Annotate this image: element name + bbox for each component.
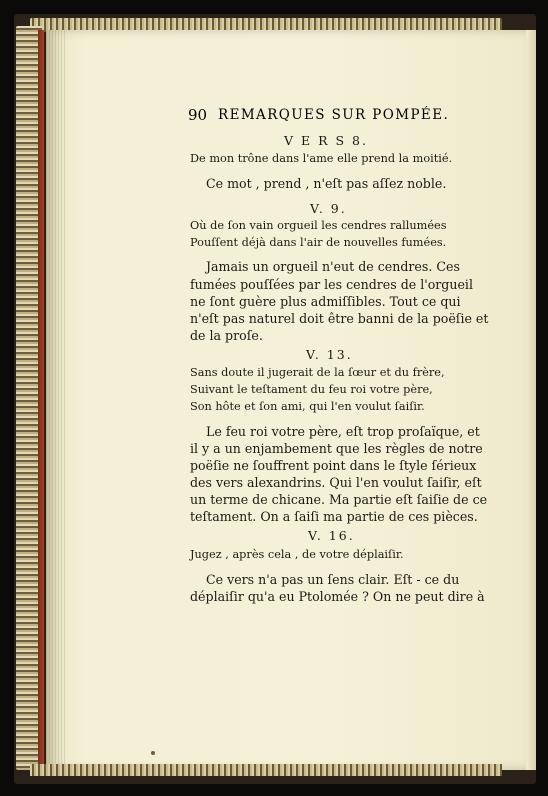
commentary-line: fumées pouſſées par les cendres de l'orgueil xyxy=(190,277,473,292)
commentary-line: un terme de chicane. Ma partie eſt ſaiſie de ce xyxy=(190,492,488,507)
verse-line: Pouſſent déjà dans l'air de nouvelles fumées. xyxy=(190,236,447,249)
verse-number: V E R S 8. xyxy=(284,133,368,148)
verse-line: Jugez , après cela , de votre déplaiſir. xyxy=(190,548,404,561)
commentary-line: poëſie ne ſouffrent point dans le ſtyle ſérieux xyxy=(190,458,477,473)
verse-line: Sans doute il jugerait de la ſœur et du frère, xyxy=(190,366,445,379)
verse-line: Suivant le teſtament du feu roi votre père, xyxy=(190,383,433,396)
page-gutter-shading xyxy=(46,30,66,770)
commentary-line: de la proſe. xyxy=(190,328,263,343)
running-title: REMARQUES SUR POMPÉE. xyxy=(218,107,450,123)
commentary-line: il y a un enjambement que les règles de notre xyxy=(190,441,483,456)
verse-number: V. 9. xyxy=(310,201,347,216)
verse-line: De mon trône dans l'ame elle prend la moitié. xyxy=(190,152,453,165)
commentary-line: ne ſont guère plus admiſſibles. Tout ce qui xyxy=(190,294,461,309)
page-number: 90 xyxy=(188,106,208,124)
ink-speck xyxy=(151,751,155,755)
verse-number: V. 13. xyxy=(306,347,353,362)
binding-red-edge xyxy=(38,30,44,766)
running-header xyxy=(188,106,450,124)
commentary-line: teſtament. On a ſaiſi ma partie de ces pièces. xyxy=(190,509,478,524)
commentary-line: déplaiſir qu'a eu Ptolomée ? On ne peut dire à xyxy=(190,589,485,604)
page-edges-bottom xyxy=(30,764,502,776)
commentary-line: des vers alexandrins. Qui l'en voulut ſaiſir, eſt xyxy=(190,475,482,490)
commentary-line: Le feu roi votre père, eſt trop proſaïque, et xyxy=(206,424,480,439)
verse-line: Où de ſon vain orgueil les cendres rallumées xyxy=(190,219,447,232)
verse-line: Son hôte et ſon ami, qui l'en voulut ſaiſir. xyxy=(190,400,425,413)
verse-number: V. 16. xyxy=(308,528,355,543)
facing-page-strip xyxy=(526,30,536,770)
commentary-line: Ce mot , prend , n'eſt pas aſſez noble. xyxy=(206,176,447,191)
commentary-line: Ce vers n'a pas un ſens clair. Eſt - ce du xyxy=(206,572,460,587)
commentary-line: Jamais un orgueil n'eut de cendres. Ces xyxy=(206,259,460,274)
commentary-line: n'eſt pas naturel doit être banni de la poëſie et xyxy=(190,311,489,326)
